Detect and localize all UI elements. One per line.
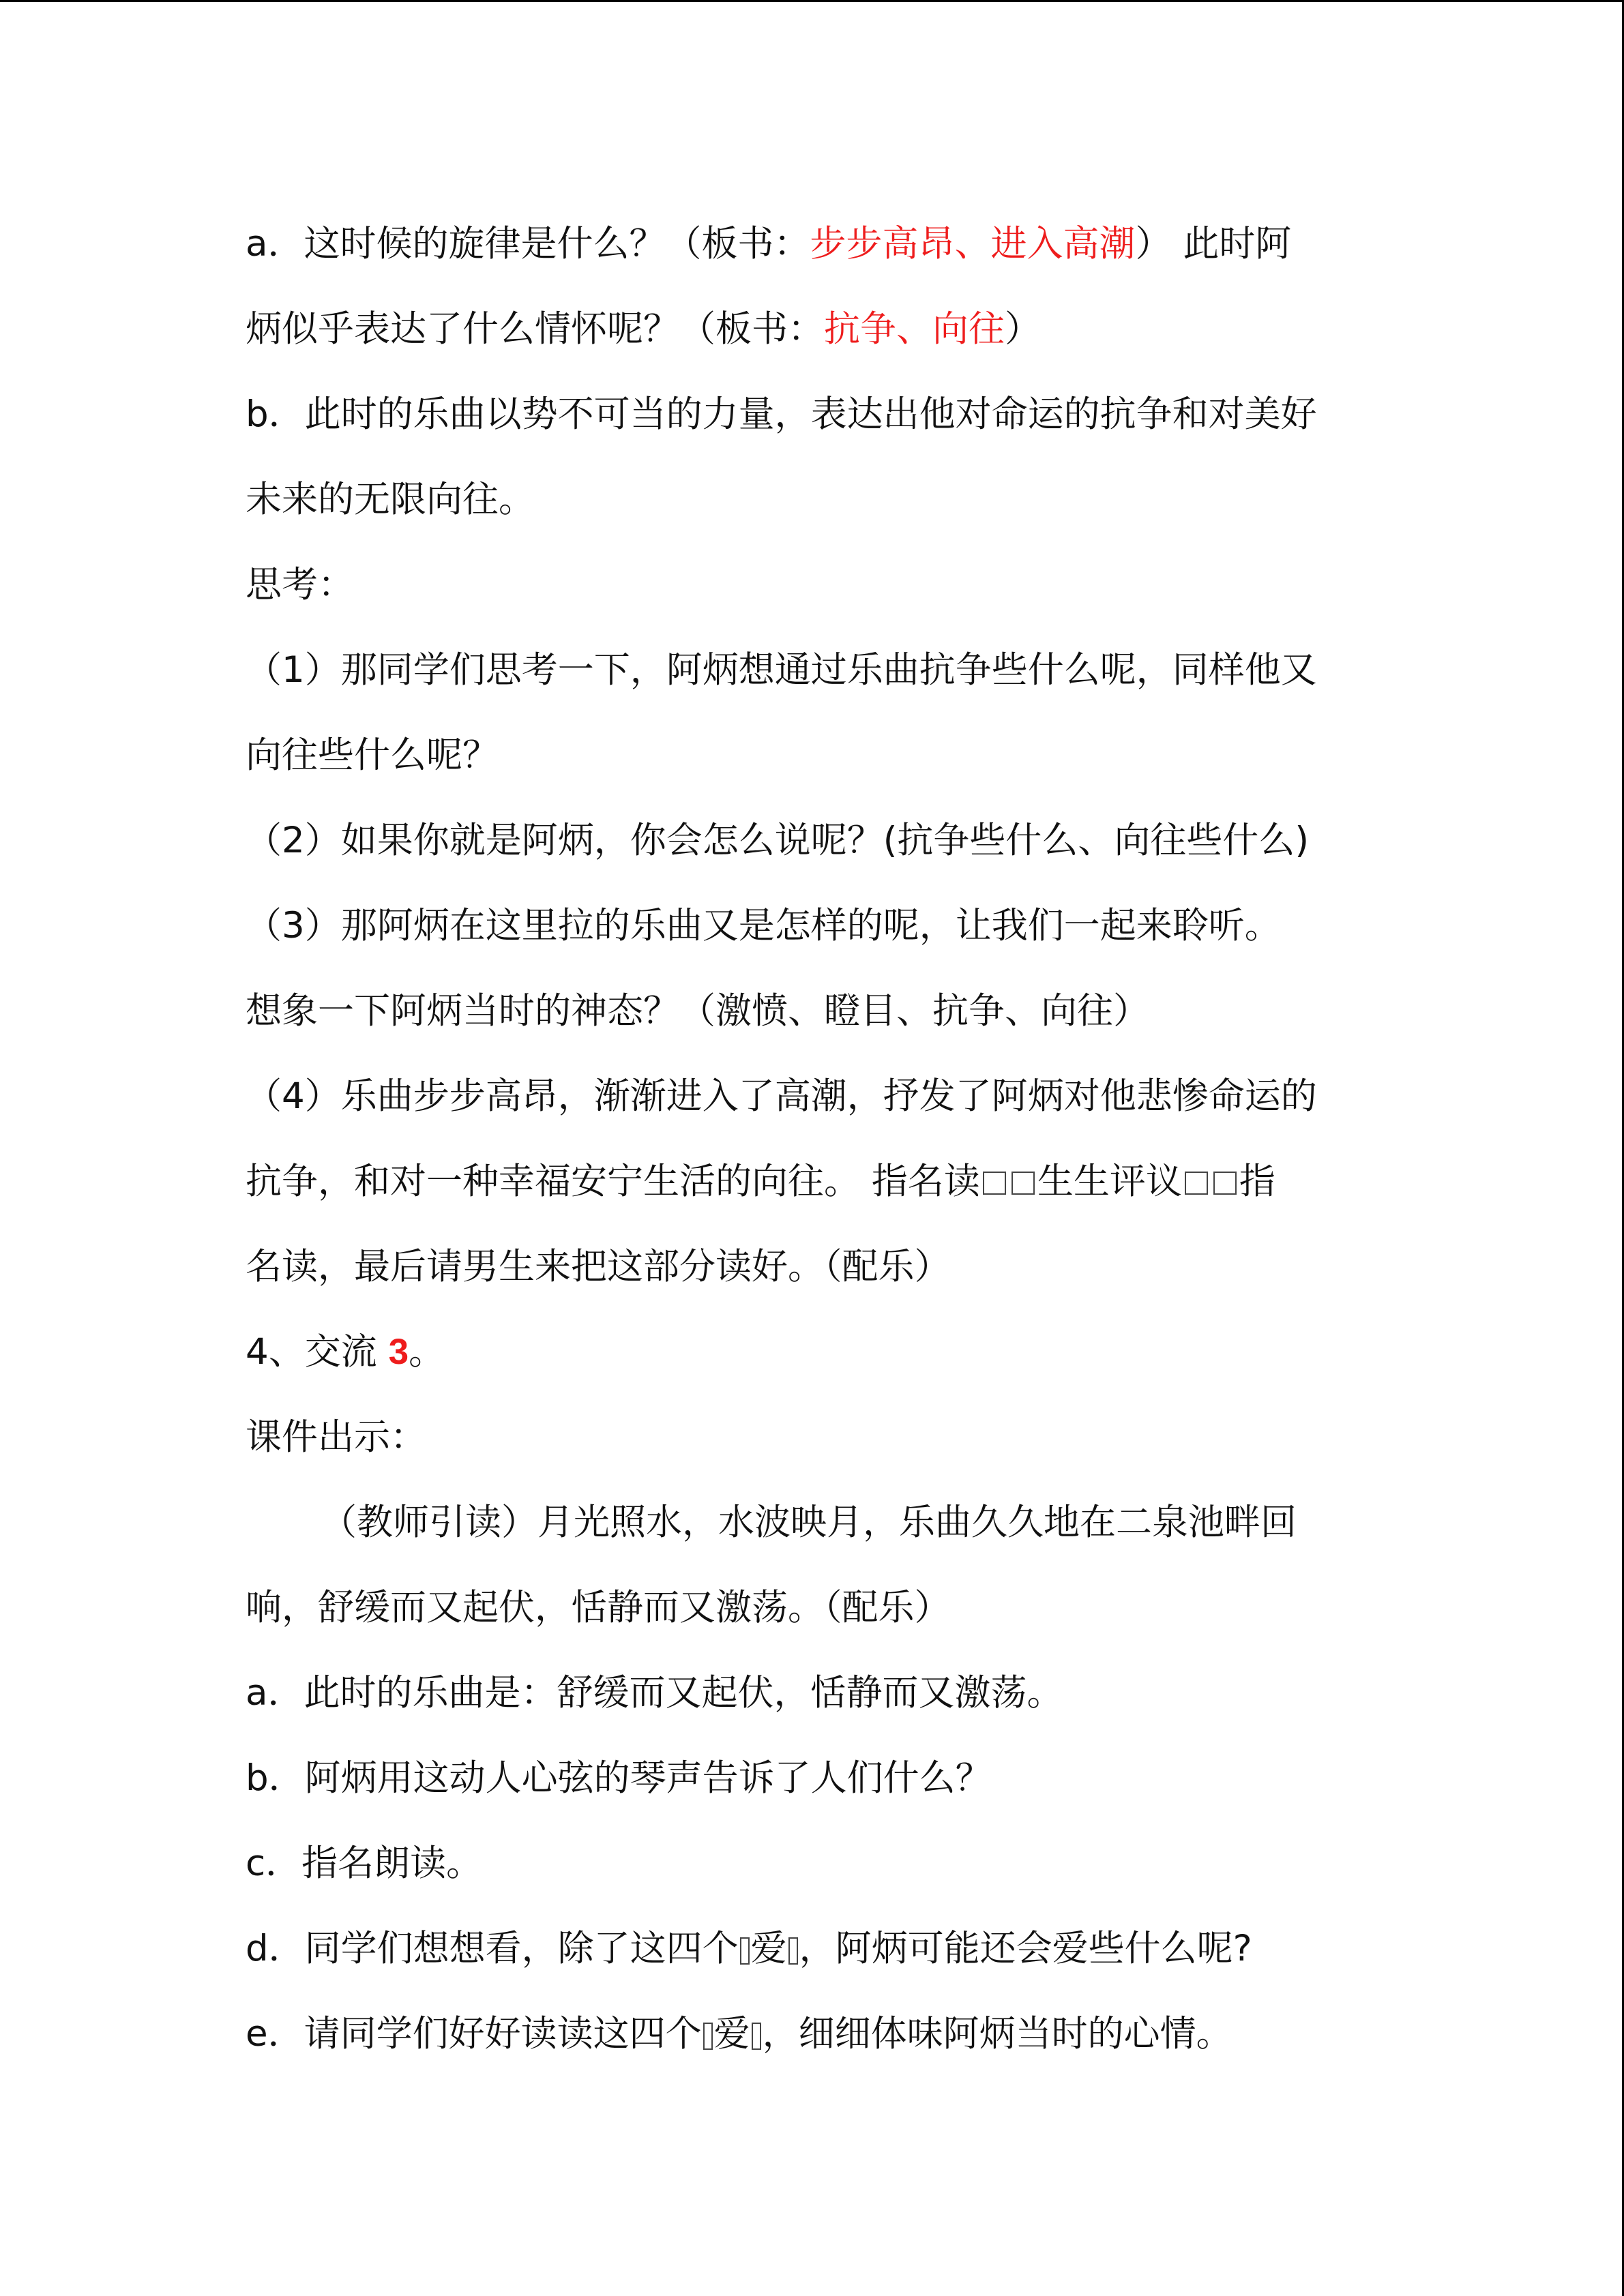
line-text: ，阿炳可能还会爱些什么呢? [799,1928,1252,1969]
paragraph-line: 未来的无限向往。 [246,479,535,520]
paragraph-line [246,1906,1378,1991]
quoted-passage: 响，舒缓而又起伏，恬静而又激荡。（配乐） [246,1587,951,1628]
missing-glyph-box [788,1937,798,1965]
board-note: 步步高昂、进入高潮 [810,223,1136,265]
line-text: 生生评议 [1037,1161,1182,1202]
board-note: 抗争、向往 [824,308,1005,350]
paragraph-line [246,286,1378,372]
line-text: ） [1005,308,1041,350]
line-text: a．这时候的旋律是什么？（板书： [246,223,810,265]
section-label: 课件出示： [246,1416,426,1458]
line-text: d．同学们想想看，除了这四个 [246,1928,739,1969]
missing-glyph-box [1012,1172,1035,1195]
missing-glyph-box [703,2023,713,2050]
line-text: ） 此时阿 [1135,223,1292,265]
quoted-passage: （教师引读）月光照水，水波映月，乐曲久久地在二泉池畔回 [321,1502,1297,1543]
line-text: 炳似乎表达了什么情怀呢？（板书： [246,308,824,350]
line-text: 爱 [713,2013,750,2055]
paragraph-line: a．此时的乐曲是：舒缓而又起伏，恬静而又激荡。 [246,1672,1063,1714]
line-text: 。 [409,1331,445,1373]
paragraph-line [246,1991,1378,2076]
lesson-text [246,201,1378,2076]
line-text: 4、交流 [246,1331,389,1373]
question-line: （1）那同学们思考一下，阿炳想通过乐曲抗争些什么呢，同样他又 [246,649,1317,691]
line-text: 指 [1239,1161,1275,1202]
missing-glyph-box [983,1172,1006,1195]
question-line: （4）乐曲步步高昂，渐渐进入了高潮，抒发了阿炳对他悲惨命运的 [246,1075,1317,1117]
line-text: 抗争，和对一种幸福安宁生活的向往。 指名读 [246,1161,980,1202]
missing-glyph-box [740,1937,750,1965]
paragraph-line: b．此时的乐曲以势不可当的力量，表达出他对命运的抗争和对美好 [246,393,1317,435]
step-number: 3 [388,1332,409,1372]
paragraph-line [246,201,1378,286]
paragraph-line: b．阿炳用这动人心弦的琴声告诉了人们什么？ [246,1757,992,1799]
section-label: 思考： [246,564,354,606]
line-text: ，细细体味阿炳当时的心情。 [762,2013,1232,2055]
question-line: 想象一下阿炳当时的神态？（激愤、瞪目、抗争、向往） [246,990,1149,1032]
step-heading [246,1309,1378,1395]
missing-glyph-box [752,2023,761,2050]
question-line: （3）那阿炳在这里拉的乐曲又是怎样的呢，让我们一起来聆听。 [246,905,1281,946]
question-line: （2）如果你就是阿炳，你会怎么说呢？(抗争些什么、向往些什么) [246,820,1310,861]
missing-glyph-box [1185,1172,1208,1195]
missing-glyph-box [1213,1172,1237,1195]
line-text: 爱 [750,1928,787,1969]
paragraph-line: c．指名朗读。 [246,1843,483,1884]
question-line: 名读，最后请男生来把这部分读好。（配乐） [246,1246,951,1287]
question-line: 向往些什么呢？ [246,734,499,776]
line-text: e．请同学们好好读读这四个 [246,2013,702,2055]
question-line [246,1139,1378,1224]
